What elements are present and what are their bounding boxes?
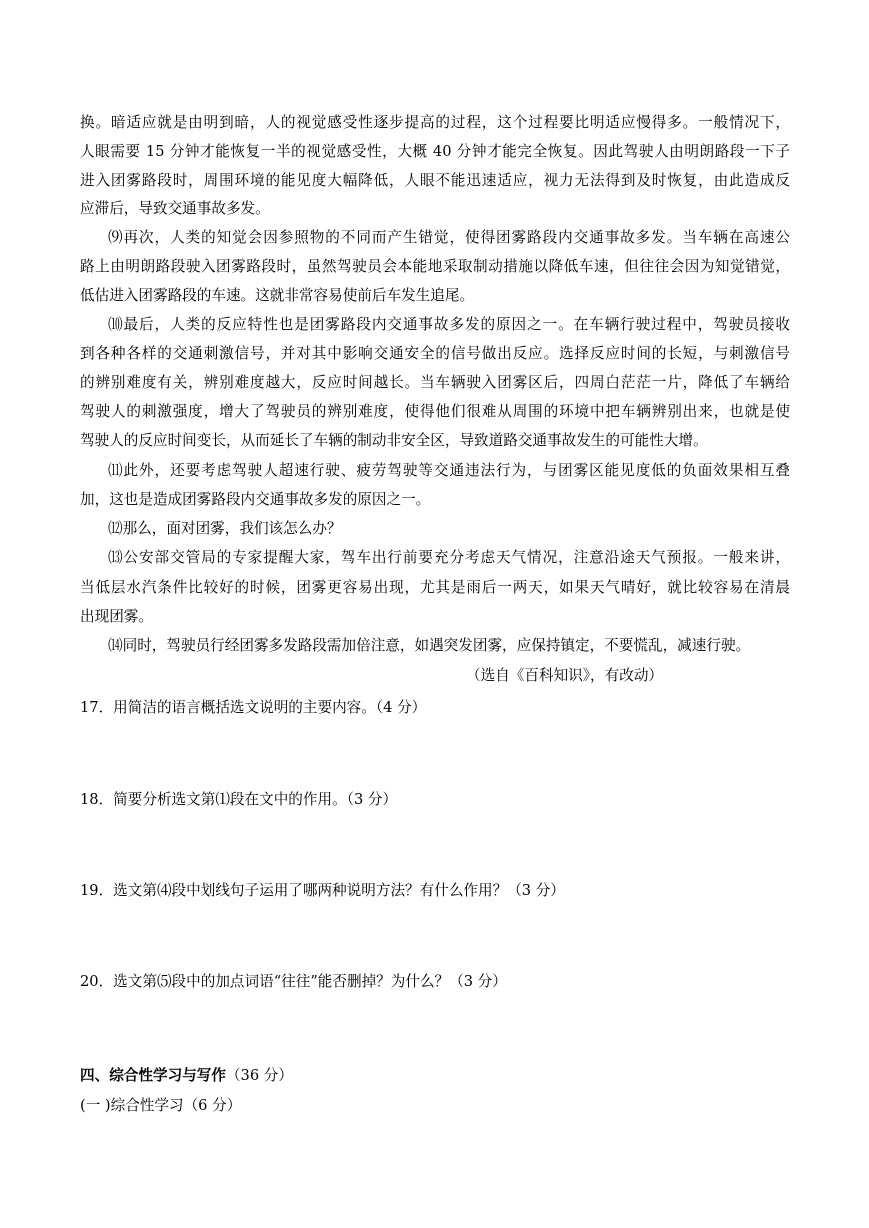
paragraph-8-line-1: 换。暗适应就是由明到暗，人的视觉感受性逐步提高的过程，这个过程要比明适应慢得多。一般情况下， [80, 114, 790, 131]
paragraph-11-line-1: ⑾此外，还要考虑驾驶人超速行驶、疲劳驾驶等交通违法行为，与团雾区能见度低的负面效果相互叠 [108, 462, 790, 479]
paragraph-10-line-4: 驾驶人的刺激强度，增大了驾驶员的辨别难度，使得他们很难从周围的环境中把车辆辨别出来，也就是使 [80, 403, 790, 420]
paragraph-10-line-3: 的辨别难度有关，辨别难度越大，反应时间越长。当车辆驶入团雾区后，四周白茫茫一片，降低了车辆给 [80, 374, 790, 391]
paragraph-13-line-1: ⒀公安部交管局的专家提醒大家，驾车出行前要充分考虑天气情况，注意沿途天气预报。一般来讲， [108, 549, 790, 566]
paragraph-9-line-2: 路上由明朗路段驶入团雾路段时，虽然驾驶员会本能地采取制动措施以降低车速，但往往会因为知觉错觉， [80, 258, 790, 275]
question-20: 20．选文第⑸段中的加点词语“往往”能否删掉？为什么？（3 分） [80, 973, 507, 990]
paragraph-13-line-3: 出现团雾。 [80, 608, 153, 625]
paragraph-11-line-2: 加，这也是造成团雾路段内交通事故多发的原因之一。 [80, 491, 431, 508]
paragraph-8-line-2: 人眼需要 15 分钟才能恢复一半的视觉感受性，大概 40 分钟才能完全恢复。因此驾驶人由明朗路段一下子 [80, 143, 790, 160]
subsection-1-heading: (一 )综合性学习（6 分） [80, 1097, 242, 1114]
paragraph-8-line-4: 应滞后，导致交通事故多发。 [80, 200, 270, 217]
question-17: 17．用简洁的语言概括选文说明的主要内容。（4 分） [80, 699, 427, 716]
section-4-heading [80, 1066, 293, 1086]
paragraph-8-line-3: 进入团雾路段时，周围环境的能见度大幅降低，人眼不能迅速适应，视力无法得到及时恢复，由此造成反 [80, 172, 790, 189]
paragraph-12: ⑿那么，面对团雾，我们该怎么办？ [108, 520, 342, 537]
section-4-title: 四、综合性学习与写作 [80, 1067, 226, 1084]
paragraph-9-line-3: 低估进入团雾路段的车速。这就非常容易使前后车发生追尾。 [80, 287, 475, 304]
question-18: 18．简要分析选文第⑴段在文中的作用。（3 分） [80, 791, 398, 808]
paragraph-10-line-1: ⑽最后，人类的反应特性也是团雾路段内交通事故多发的原因之一。在车辆行驶过程中，驾驶员接收 [108, 316, 790, 333]
paragraph-14: ⒁同时，驾驶员行经团雾多发路段需加倍注意，如遇突发团雾，应保持镇定，不要慌乱，减速行驶。 [108, 637, 751, 654]
section-4-score: （36 分） [225, 1067, 293, 1084]
question-19: 19．选文第⑷段中划线句子运用了哪两种说明方法？有什么作用？（3 分） [80, 882, 565, 899]
source-citation: （选自《百科知识》，有改动） [466, 667, 664, 684]
paragraph-10-line-5: 驾驶人的反应时间变长，从而延长了车辆的制动非安全区，导致道路交通事故发生的可能性大增。 [80, 432, 708, 449]
paragraph-13-line-2: 当低层水汽条件比较好的时候，团雾更容易出现，尤其是雨后一两天，如果天气晴好，就比较容易在清晨 [80, 579, 790, 596]
paragraph-10-line-2: 到各种各样的交通刺激信号，并对其中影响交通安全的信号做出反应。选择反应时间的长短，与刺激信号 [80, 345, 790, 362]
paragraph-9-line-1: ⑼再次，人类的知觉会因参照物的不同而产生错觉，使得团雾路段内交通事故多发。当车辆在高速公 [108, 229, 790, 246]
